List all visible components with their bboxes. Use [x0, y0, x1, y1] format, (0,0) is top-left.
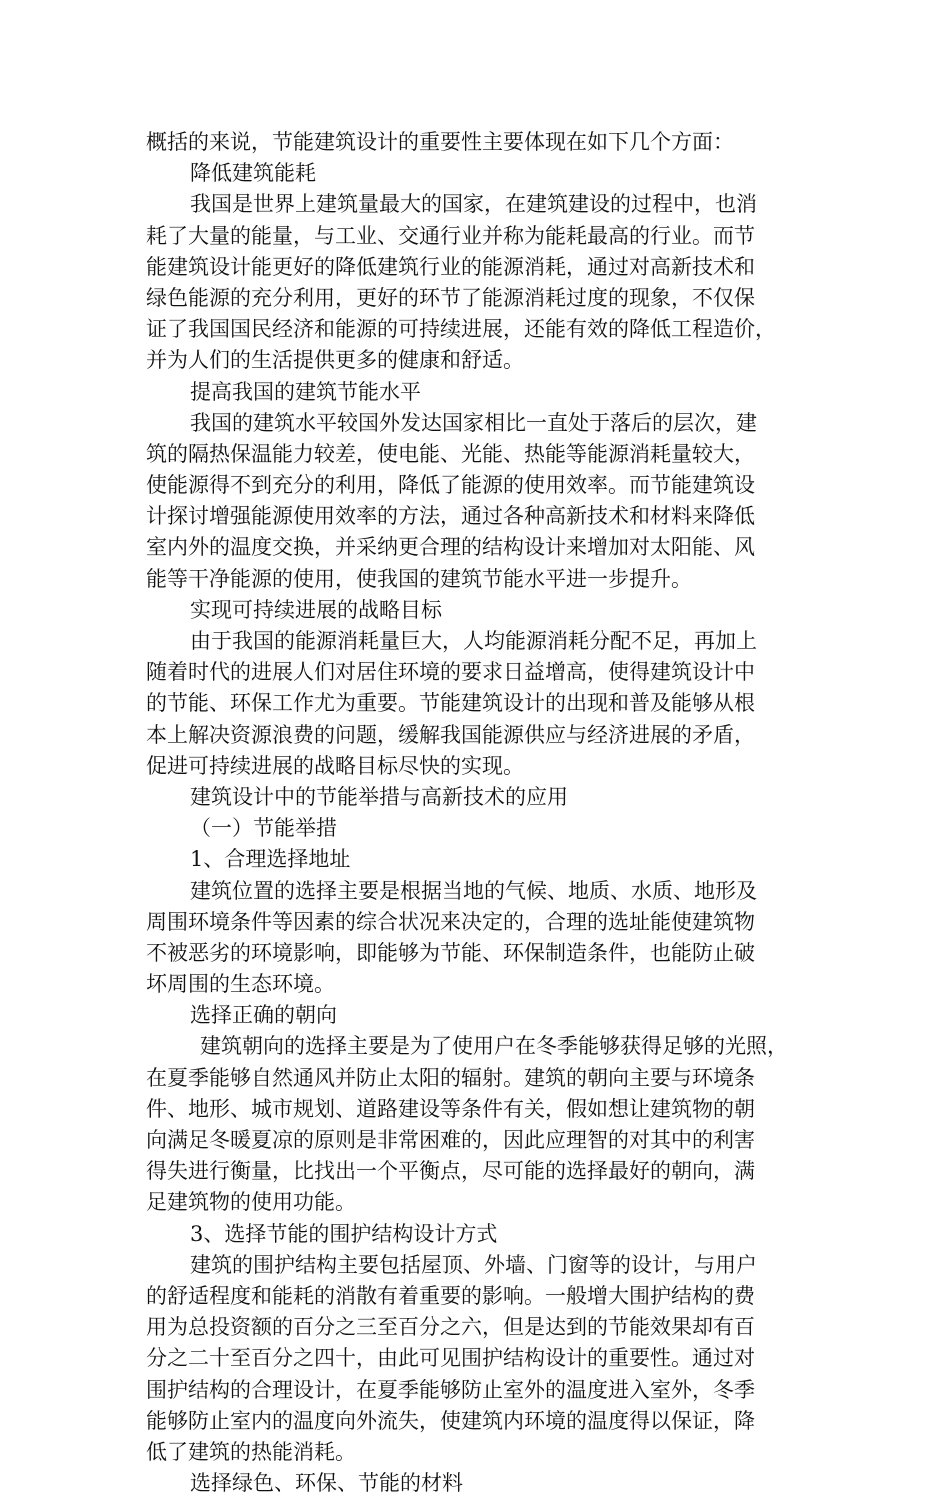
body-line: 概括的来说，节能建筑设计的重要性主要体现在如下几个方面：: [146, 130, 734, 154]
body-line: 能建筑设计能更好的降低建筑行业的能源消耗，通过对高新技术和: [146, 254, 755, 279]
body-line: 本上解决资源浪费的问题，缓解我国能源供应与经济进展的矛盾，: [146, 722, 755, 747]
body-line: 促进可持续进展的战略目标尽快的实现。: [146, 753, 524, 778]
body-line: 计探讨增强能源使用效率的方法，通过各种高新技术和材料来降低: [146, 504, 755, 529]
body-line: 得失进行衡量，比找出一个平衡点，尽可能的选择最好的朝向，满: [146, 1159, 755, 1184]
body-line: 能等干净能源的使用，使我国的建筑节能水平进一步提升。: [146, 566, 692, 591]
body-line: 向满足冬暖夏凉的原则是非常困难的，因此应理智的对其中的利害: [146, 1128, 755, 1152]
body-line: 证了我国国民经济和能源的可持续进展，还能有效的降低工程造价，: [146, 317, 776, 342]
body-line: 筑的隔热保温能力较差，使电能、光能、热能等能源消耗量较大，: [146, 441, 755, 466]
body-line: 并为人们的生活提供更多的健康和舒适。: [146, 348, 524, 373]
body-line: 件、地形、城市规划、道路建设等条件有关，假如想让建筑物的朝: [146, 1096, 755, 1121]
subsection-heading: 3、选择节能的围护结构设计方式: [190, 1221, 498, 1246]
body-line: 能够防止室内的温度向外流失，使建筑内环境的温度得以保证，降: [146, 1408, 755, 1433]
body-line: 围护结构的合理设计，在夏季能够防止室外的温度进入室外，冬季: [146, 1377, 755, 1402]
body-line: 用为总投资额的百分之三至百分之六，但是达到的节能效果却有百: [146, 1315, 755, 1340]
body-line: 足建筑物的使用功能。: [146, 1190, 356, 1215]
body-line: 我国的建筑水平较国外发达国家相比一直处于落后的层次，建: [190, 410, 757, 435]
body-line: 随着时代的进展人们对居住环境的要求日益增高，使得建筑设计中: [146, 660, 755, 685]
body-line: 绿色能源的充分利用，更好的环节了能源消耗过度的现象，不仅保: [146, 285, 755, 310]
body-line: 坏周围的生态环境。: [146, 972, 335, 997]
body-line: 分之二十至百分之四十，由此可见围护结构设计的重要性。通过对: [146, 1346, 755, 1371]
section-heading: 实现可持续进展的战略目标: [190, 597, 442, 622]
body-line: 低了建筑的热能消耗。: [146, 1439, 356, 1464]
body-line: 建筑位置的选择主要是根据当地的气候、地质、水质、地形及: [190, 878, 757, 903]
body-line: 建筑朝向的选择主要是为了使用户在冬季能够获得足够的光照，: [200, 1034, 788, 1059]
body-line: 室内外的温度交换，并采纳更合理的结构设计来增加对太阳能、风: [146, 535, 755, 560]
body-line: 由于我国的能源消耗量巨大，人均能源消耗分配不足，再加上: [190, 629, 757, 653]
document-body: [146, 127, 816, 1499]
subsection-heading: （一）节能举措: [190, 816, 337, 841]
body-line: 的节能、环保工作尤为重要。节能建筑设计的出现和普及能够从根: [146, 691, 755, 716]
section-heading: 降低建筑能耗: [190, 161, 316, 186]
subsection-heading: 1、合理选择地址: [190, 847, 351, 872]
body-line: 使能源得不到充分的利用，降低了能源的使用效率。而节能建筑设: [146, 473, 755, 498]
body-line: 在夏季能够自然通风并防止太阳的辐射。建筑的朝向主要与环境条: [146, 1065, 755, 1090]
body-line: 周围环境条件等因素的综合状况来决定的，合理的选址能使建筑物: [146, 909, 755, 934]
body-line: 耗了大量的能量，与工业、交通行业并称为能耗最高的行业。而节: [146, 223, 755, 248]
body-line: 我国是世界上建筑量最大的国家，在建筑建设的过程中，也消: [190, 192, 757, 217]
subsection-heading: 选择正确的朝向: [190, 1003, 337, 1028]
section-heading: 提高我国的建筑节能水平: [190, 379, 421, 404]
section-heading: 建筑设计中的节能举措与高新技术的应用: [190, 784, 568, 809]
subsection-heading: 选择绿色、环保、节能的材料: [190, 1471, 463, 1496]
body-line: 不被恶劣的环境影响，即能够为节能、环保制造条件，也能防止破: [146, 940, 755, 965]
body-line: 的舒适程度和能耗的消散有着重要的影响。一般增大围护结构的费: [146, 1283, 755, 1308]
body-line: 建筑的围护结构主要包括屋顶、外墙、门窗等的设计，与用户: [190, 1252, 757, 1277]
